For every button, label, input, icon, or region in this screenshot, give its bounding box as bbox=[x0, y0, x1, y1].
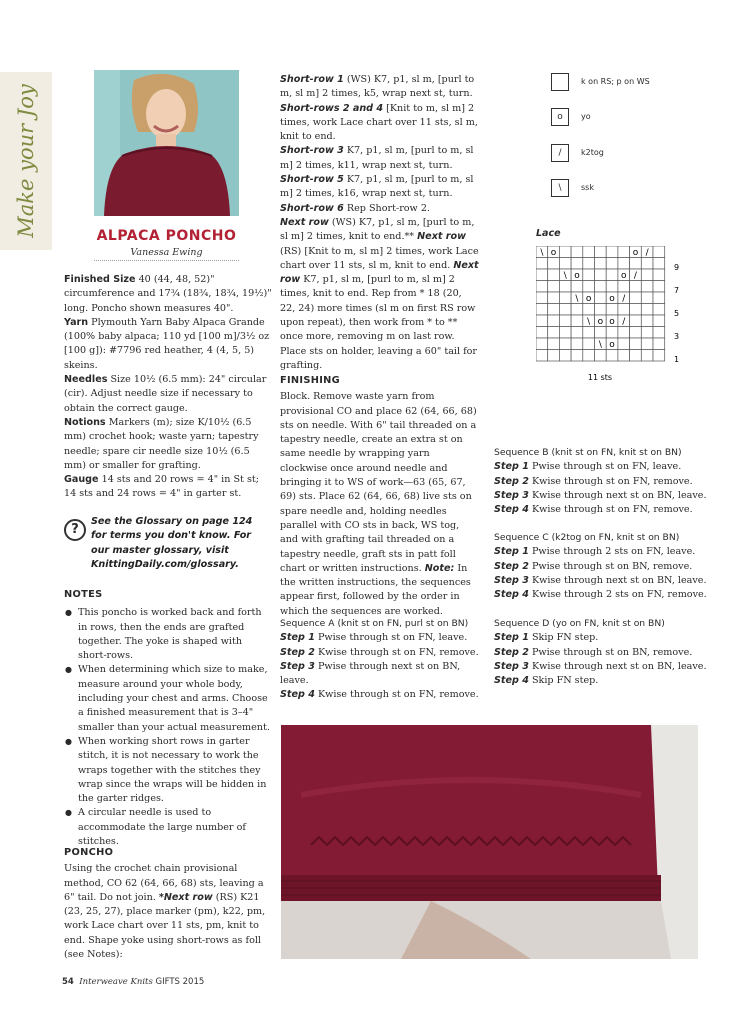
chart-cell bbox=[548, 338, 560, 350]
sequence-step: Step 3 Kwise through next st on BN, leave. bbox=[494, 660, 707, 672]
chart-cell bbox=[583, 258, 595, 270]
glossary-text: See the Glossary on page 124 for terms you don't know. For our master glossary, visit KnittingDaily.com/glossary. bbox=[91, 516, 253, 570]
chart-cell bbox=[559, 315, 571, 327]
note-item: ● When working short rows in garter stitch, it is not necessary to work the wraps together with the stitches they wrap since the wraps will be hidden in the garter ridges. bbox=[64, 735, 272, 806]
chart-cell bbox=[606, 246, 618, 258]
chart-cell bbox=[653, 350, 665, 362]
spec-yarn: Yarn Plymouth Yarn Baby Alpaca Grande (100% baby alpaca; 110 yd [100 m]/3½ oz [100 g]): #7796 red heather, 4 (4, 5, 5) skeins. bbox=[64, 316, 270, 371]
magazine-name: Interweave Knits bbox=[79, 977, 153, 987]
sequence-heading: Sequence A (knit st on FN, purl st on BN) bbox=[280, 618, 469, 629]
sequence-step: Step 2 Pwise through st on BN, remove. bbox=[494, 646, 693, 658]
sequence-step: Step 4 Kwise through 2 sts on FN, remove. bbox=[494, 589, 707, 601]
chart-cell bbox=[571, 350, 583, 362]
chart-cell bbox=[548, 281, 560, 293]
chart-cell bbox=[559, 258, 571, 270]
chart-cell bbox=[641, 304, 653, 316]
poncho-instructions: Using the crochet chain provisional method, CO 62 (64, 66, 68) sts, leaving a 6" tail. Do not join. *Next row (RS) K21 (23, 25, 27), place marker (pm), k22, pm, work Lace chart over 11 sts, pm, knit to end. Shape yoke using short-rows as foll (see Notes): bbox=[64, 863, 266, 961]
chart-cell bbox=[583, 281, 595, 293]
chart-cell bbox=[548, 327, 560, 339]
yo-symbol: o bbox=[551, 108, 569, 126]
poncho-photo-top bbox=[94, 70, 239, 216]
chart-cell bbox=[571, 338, 583, 350]
shortrow-3: Short-row 3 K7, p1, sl m, [purl to m, sl m] 2 times, k11, wrap next st, turn. bbox=[280, 145, 474, 171]
chart-cell bbox=[641, 350, 653, 362]
chart-cell bbox=[571, 327, 583, 339]
chart-cell bbox=[595, 350, 607, 362]
notes-list bbox=[64, 606, 272, 849]
chart-cell bbox=[548, 269, 560, 281]
chart-cell bbox=[583, 338, 595, 350]
sequence-step: Step 1 Skip FN step. bbox=[494, 632, 599, 644]
sequence-a bbox=[280, 617, 485, 703]
poncho-photo-detail bbox=[281, 725, 698, 959]
chart-cell bbox=[595, 258, 607, 270]
chart-cell bbox=[653, 304, 665, 316]
sequence-heading: Sequence D (yo on FN, knit st on BN) bbox=[494, 618, 665, 629]
sequence-d bbox=[494, 617, 744, 688]
chart-cell bbox=[559, 292, 571, 304]
key-label: yo bbox=[581, 112, 591, 121]
chart-cell bbox=[536, 281, 548, 293]
key-label: ssk bbox=[581, 183, 594, 192]
pattern-title: ALPACA PONCHO bbox=[96, 228, 237, 244]
sequence-step: Step 2 Kwise through st on FN, remove. bbox=[280, 646, 479, 658]
chart-cell bbox=[630, 304, 642, 316]
chart-cell bbox=[618, 338, 630, 350]
chart-cell bbox=[559, 246, 571, 258]
title-divider bbox=[94, 260, 239, 262]
spec-needles: Needles Size 10½ (6.5 mm): 24" circular (cir). Adjust needle size if necessary to obtain the correct gauge. bbox=[64, 374, 267, 414]
note-item: ● A circular needle is used to accommodate the large number of stitches. bbox=[64, 806, 272, 849]
chart-cell bbox=[618, 350, 630, 362]
chart-cell bbox=[536, 269, 548, 281]
chart-cell bbox=[641, 281, 653, 293]
next-rows: Next row (WS) K7, p1, sl m, [purl to m, sl m] 2 times, knit to end.** Next row (RS) [Knit to m, sl m] 2 times, work Lace chart over 11 sts, sl m, knit to end. Next row K7, p1, sl m, [purl to m, sl m] 2 times, knit to end. Rep from * 18 (20, 22, 24) more times (sl m on first RS row upon repeat), then work from * to ** once more, removing m on last row. Place sts on holder, leaving a 60" tail for grafting. bbox=[280, 216, 479, 371]
chart-stitch-symbol: o bbox=[632, 248, 639, 258]
chart-stitch-symbol: / bbox=[622, 294, 626, 304]
chart-stitch-count: 11 sts bbox=[587, 373, 613, 382]
section-tab-label: Make your Joy bbox=[14, 84, 38, 238]
chart-cell bbox=[641, 327, 653, 339]
knit-purl-symbol bbox=[551, 73, 569, 91]
shortrows-block bbox=[280, 73, 480, 373]
chart-cell bbox=[618, 246, 630, 258]
poncho-heading: PONCHO bbox=[64, 847, 114, 858]
chart-cell bbox=[618, 258, 630, 270]
chart-cell bbox=[595, 246, 607, 258]
chart-stitch-symbol: \ bbox=[587, 317, 591, 327]
chart-cell bbox=[653, 292, 665, 304]
chart-cell bbox=[536, 258, 548, 270]
chart-stitch-symbol: o bbox=[585, 294, 592, 304]
chart-cell bbox=[630, 350, 642, 362]
chart-cell bbox=[559, 338, 571, 350]
page-number: 54 bbox=[62, 977, 74, 987]
chart-cell bbox=[630, 292, 642, 304]
chart-stitch-symbol: \ bbox=[563, 271, 567, 281]
chart-cell bbox=[536, 304, 548, 316]
chart-stitch-symbol: o bbox=[550, 248, 557, 258]
chart-cell bbox=[653, 338, 665, 350]
sequence-step: Step 3 Kwise through next st on BN, leave. bbox=[494, 574, 707, 586]
chart-cell bbox=[536, 350, 548, 362]
note-item: ● This poncho is worked back and forth in rows, then the ends are grafted together. The yoke is shaped with short-rows. bbox=[64, 606, 272, 663]
sequence-heading: Sequence C (k2tog on FN, knit st on BN) bbox=[494, 532, 680, 543]
chart-row-number: 3 bbox=[674, 332, 680, 341]
issue-name: GIFTS 2015 bbox=[155, 977, 205, 987]
chart-stitch-symbol: o bbox=[574, 271, 580, 281]
chart-cell bbox=[559, 281, 571, 293]
chart-cell bbox=[641, 269, 653, 281]
sequence-step: Step 4 Kwise through st on FN, remove. bbox=[494, 504, 693, 516]
shortrow-1: Short-row 1 (WS) K7, p1, sl m, [purl to m, sl m] 2 times, k5, wrap next st, turn. bbox=[280, 74, 475, 100]
chart-cell bbox=[583, 350, 595, 362]
note-item: ● When determining which size to make, measure around your whole body, including your chest and arms. Choose a finished measurement that is 3–4" smaller than your actual measurement. bbox=[64, 663, 272, 734]
chart-cell bbox=[641, 292, 653, 304]
shortrow-2-4: Short-rows 2 and 4 [Knit to m, sl m] 2 times, work Lace chart over 11 sts, sl m, knit to end. bbox=[280, 102, 478, 143]
chart-cell bbox=[641, 315, 653, 327]
chart-cell bbox=[548, 315, 560, 327]
chart-cell bbox=[548, 350, 560, 362]
chart-cell bbox=[595, 269, 607, 281]
chart-title: Lace bbox=[536, 228, 561, 239]
chart-cell bbox=[595, 292, 607, 304]
chart-stitch-symbol: / bbox=[622, 317, 626, 327]
chart-cell bbox=[630, 315, 642, 327]
chart-stitch-symbol: / bbox=[645, 248, 649, 258]
chart-cell bbox=[548, 304, 560, 316]
chart-cell bbox=[583, 304, 595, 316]
sequence-step: Step 2 Kwise through st on FN, remove. bbox=[494, 475, 693, 487]
chart-cell bbox=[630, 338, 642, 350]
notes-section bbox=[64, 588, 272, 849]
chart-cell bbox=[559, 350, 571, 362]
chart-cell bbox=[571, 258, 583, 270]
sequence-step: Step 3 Pwise through next st on BN, leave. bbox=[280, 660, 461, 687]
chart-cell bbox=[641, 338, 653, 350]
spec-notions: Notions Markers (m); size K/10½ (6.5 mm) crochet hook; waste yarn; tapestry needle; spare cir needle size 10½ (6.5 mm) or smaller for grafting. bbox=[64, 416, 259, 471]
sequence-c bbox=[494, 531, 744, 602]
chart-cell bbox=[653, 258, 665, 270]
chart-row-number: 7 bbox=[674, 286, 680, 295]
chart-cell bbox=[595, 304, 607, 316]
sequence-step: Step 2 Pwise through st on BN, remove. bbox=[494, 560, 693, 572]
chart-cell bbox=[630, 327, 642, 339]
chart-cell bbox=[653, 246, 665, 258]
chart-stitch-symbol: \ bbox=[540, 248, 544, 258]
chart-cell bbox=[571, 246, 583, 258]
notes-heading: NOTES bbox=[64, 589, 103, 600]
chart-stitch-symbol: o bbox=[597, 317, 604, 327]
chart-cell bbox=[653, 269, 665, 281]
shortrow-6: Short-row 6 Rep Short-row 2. bbox=[280, 202, 430, 214]
chart-cell bbox=[536, 315, 548, 327]
chart-cell bbox=[618, 304, 630, 316]
key-label: k on RS; p on WS bbox=[581, 77, 650, 86]
chart-cell bbox=[571, 304, 583, 316]
chart-cell bbox=[583, 246, 595, 258]
specs-block bbox=[64, 273, 272, 502]
chart-stitch-symbol: o bbox=[620, 271, 627, 281]
chart-row-number: 5 bbox=[674, 309, 680, 318]
chart-cell bbox=[606, 350, 618, 362]
sequence-step: Step 3 Kwise through next st on BN, leave. bbox=[494, 489, 707, 501]
sequence-step: Step 4 Skip FN step. bbox=[494, 675, 599, 687]
chart-cell bbox=[606, 269, 618, 281]
lace-detail-illustration bbox=[281, 725, 698, 959]
sequence-step: Step 1 Pwise through 2 sts on FN, leave. bbox=[494, 546, 696, 558]
finishing-text: Block. Remove waste yarn from provisional CO and place 62 (64, 66, 68) sts on needle. With 6" tail threaded on a tapestry needle, create an extra st on same needle by wrapping yarn clockwise once around needle and bringing it to WS of work—63 (65, 67, 69) sts. Place 62 (64, 66, 68) live sts on spare needle and, holding needles parallel with CO sts in back, WS tog, and with grafting tail threaded on a tapestry needle, graft sts in patt foll chart or written instructions. Note: In the written instructions, the sequences appear first, followed by the order in which the sequences are worked. bbox=[280, 391, 477, 617]
chart-cell bbox=[536, 327, 548, 339]
chart-cell bbox=[536, 292, 548, 304]
section-tab bbox=[0, 72, 52, 250]
chart-cell bbox=[630, 281, 642, 293]
chart-row-number: 1 bbox=[674, 355, 680, 364]
chart-stitch-symbol: \ bbox=[575, 294, 579, 304]
chart-cell bbox=[571, 315, 583, 327]
poncho-section bbox=[64, 846, 272, 962]
sequence-step: Step 4 Kwise through st on FN, remove. bbox=[280, 689, 479, 701]
sequence-b bbox=[494, 446, 744, 517]
chart-cell bbox=[618, 281, 630, 293]
finishing-section bbox=[280, 374, 480, 619]
chart-cell bbox=[559, 327, 571, 339]
chart-cell bbox=[630, 258, 642, 270]
chart-cell bbox=[653, 281, 665, 293]
chart-cell bbox=[653, 315, 665, 327]
k2tog-symbol: / bbox=[551, 144, 569, 162]
sequence-heading: Sequence B (knit st on FN, knit st on BN) bbox=[494, 447, 682, 458]
ssk-symbol: \ bbox=[551, 179, 569, 197]
page-footer bbox=[62, 977, 204, 987]
spec-gauge: Gauge 14 sts and 20 rows = 4" in St st; 14 sts and 24 rows = 4" in garter st. bbox=[64, 474, 259, 500]
chart-cell bbox=[606, 327, 618, 339]
sequence-step: Step 1 Pwise through st on FN, leave. bbox=[494, 461, 682, 473]
question-icon: ? bbox=[64, 519, 86, 541]
chart-stitch-symbol: o bbox=[609, 340, 615, 350]
chart-cell bbox=[653, 327, 665, 339]
chart-cell bbox=[583, 269, 595, 281]
chart-stitch-symbol: / bbox=[633, 271, 637, 281]
lace-chart bbox=[536, 246, 686, 386]
chart-cell bbox=[548, 258, 560, 270]
chart-cell bbox=[641, 258, 653, 270]
key-label: k2tog bbox=[581, 148, 604, 157]
chart-row-number: 9 bbox=[674, 263, 680, 272]
chart-cell bbox=[571, 281, 583, 293]
model-illustration bbox=[94, 70, 239, 216]
chart-cell bbox=[606, 258, 618, 270]
chart-cell bbox=[595, 327, 607, 339]
sequence-step: Step 1 Pwise through st on FN, leave. bbox=[280, 632, 468, 644]
designer-name: Vanessa Ewing bbox=[130, 247, 203, 258]
chart-cell bbox=[536, 338, 548, 350]
chart-cell bbox=[595, 281, 607, 293]
chart-cell bbox=[618, 327, 630, 339]
spec-finished-size: Finished Size 40 (44, 48, 52)" circumference and 17¾ (18¾, 18¾, 19½)" long. Poncho shown measures 40". bbox=[64, 274, 272, 314]
chart-cell bbox=[606, 281, 618, 293]
chart-stitch-symbol: o bbox=[609, 317, 615, 327]
finishing-heading: FINISHING bbox=[280, 375, 341, 386]
chart-cell bbox=[559, 304, 571, 316]
chart-stitch-symbol: o bbox=[609, 294, 615, 304]
chart-stitch-symbol: \ bbox=[598, 340, 602, 350]
chart-cell bbox=[548, 292, 560, 304]
shortrow-5: Short-row 5 K7, p1, sl m, [purl to m, sl m] 2 times, k16, wrap next st, turn. bbox=[280, 174, 474, 200]
chart-cell bbox=[583, 327, 595, 339]
chart-cell bbox=[606, 304, 618, 316]
